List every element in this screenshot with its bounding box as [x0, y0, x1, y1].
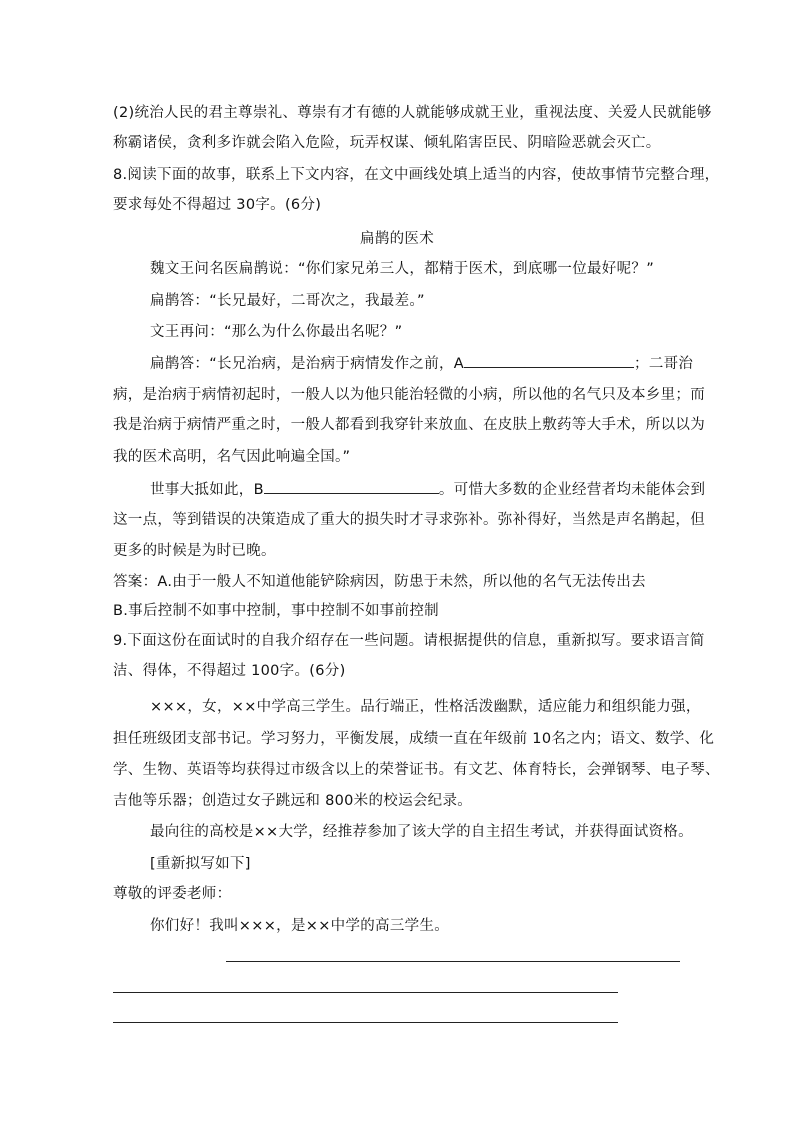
q8-answer-line-1: 答案：A.由于一般人不知道他能铲除病因，防患于未然，所以他的名气无法传出去: [113, 574, 646, 590]
q9-prompt-line-2: 洁、得体，不得超过 100字。(6分): [113, 663, 346, 679]
blank-a-line[interactable]: [464, 353, 634, 368]
story-paragraph-2: 扁鹊答：“长兄最好，二哥次之，我最差。”: [150, 293, 425, 309]
material-line-2: 担任班级团支部书记。学习努力，平衡发展，成绩一直在年级前 10名之内；语文、数学、化: [113, 731, 715, 747]
q8-prompt-line-2: 要求每处不得超过 30字。(6分): [113, 197, 322, 213]
blank-b-line[interactable]: [264, 479, 439, 494]
story-paragraph-3: 文王再问：“那么为什么你最出名呢？”: [150, 324, 403, 340]
story-paragraph-4-start: 扁鹊答：“长兄治病，是治病于病情发作之前，A: [150, 356, 465, 372]
answer-line-1[interactable]: [226, 961, 680, 962]
q7-answer-line-1: (2)统治人民的君主尊崇礼、尊崇有才有德的人就能够成就王业，重视法度、关爱人民就能够: [113, 105, 712, 121]
material-line-3: 学、生物、英语等均获得过市级含以上的荣誉证书。有文艺、体育特长，会弹钢琴、电子琴、: [113, 762, 720, 778]
q8-answer-line-2: B.事后控制不如事中控制，事中控制不如事前控制: [113, 603, 439, 619]
material-line-1: ×××，女，××中学高三学生。品行端正，性格活泼幽默，适应能力和组织能力强，: [150, 699, 701, 715]
material-line-4: 吉他等乐器；创造过女子跳远和 800米的校运会纪录。: [113, 793, 473, 809]
story-paragraph-5-start: 世事大抵如此，B: [150, 482, 264, 498]
story-title: 扁鹊的医术: [360, 231, 434, 247]
story-paragraph-4-line-2: 病，是治病于病情初起时，一般人以为他只能治轻微的小病，所以他的名气只及本乡里；而: [113, 387, 705, 403]
story-paragraph-4-line-4: 我的医术高明，名气因此响遍全国。”: [113, 449, 351, 465]
rewrite-label: [重新拟写如下]: [150, 856, 251, 872]
answer-line-2[interactable]: [113, 992, 618, 993]
story-paragraph-5-line-2: 这一点，等到错误的决策造成了重大的损失时才寻求弥补。弥补得好，当然是声名鹊起，但: [113, 512, 705, 528]
story-paragraph-5-end: 。可惜大多数的企业经营者均未能体会到: [438, 482, 706, 498]
greeting: 你们好！我叫×××，是××中学的高三学生。: [150, 918, 450, 934]
q9-prompt-line-1: 9.下面这份在面试时的自我介绍存在一些问题。请根据提供的信息，重新拟写。要求语言简: [113, 633, 705, 649]
story-paragraph-5-line-1: [150, 479, 705, 500]
q7-answer-line-2: 称霸诸侯，贪利多诈就会陷入危险，玩弄权谋、倾轧陷害臣民、阴暗险恶就会灭亡。: [113, 135, 661, 151]
story-paragraph-4-line-1: [150, 353, 693, 374]
material-line-5: 最向往的高校是××大学，经推荐参加了该大学的自主招生考试，并获得面试资格。: [150, 824, 693, 840]
salutation: 尊敬的评委老师：: [113, 886, 232, 902]
story-paragraph-4-end: ；二哥治: [634, 356, 694, 372]
q8-prompt-line-1: 8.阅读下面的故事，联系上下文内容，在文中画线处填上适当的内容，使故事情节完整合理，: [113, 167, 720, 183]
story-paragraph-5-line-3: 更多的时候是为时已晚。: [113, 543, 276, 559]
answer-line-3[interactable]: [113, 1022, 618, 1023]
story-paragraph-1: 魏文王问名医扁鹊说：“你们家兄弟三人，都精于医术，到底哪一位最好呢？”: [150, 261, 655, 277]
story-paragraph-4-line-3: 我是治病于病情严重之时，一般人都看到我穿针来放血、在皮肤上敷药等大手术，所以以为: [113, 417, 705, 433]
